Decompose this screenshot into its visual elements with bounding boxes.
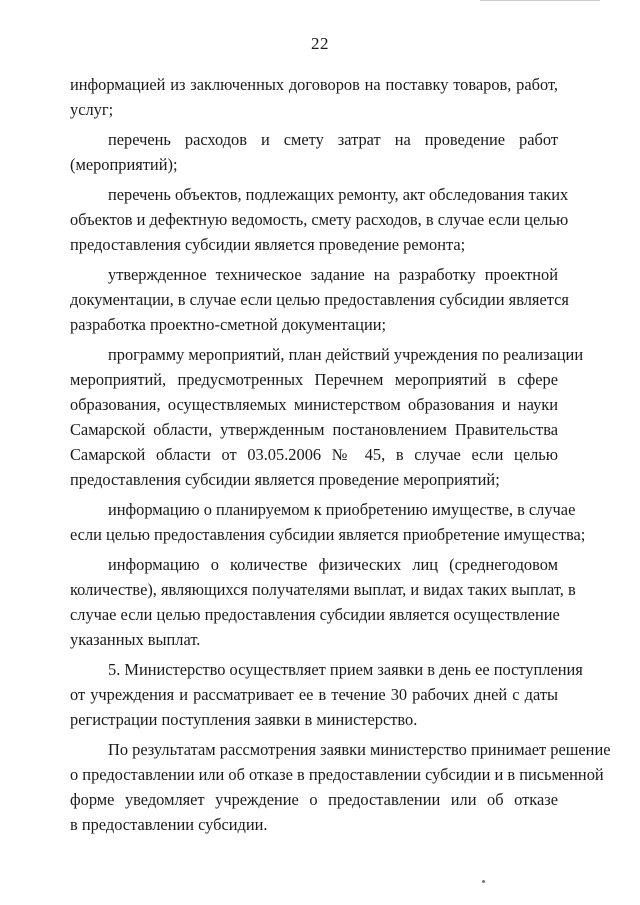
text-line: услуг; — [70, 100, 114, 119]
text-line: предоставления субсидии является проведение мероприятий; — [70, 470, 500, 489]
text-line: информацию о планируемом к приобретению имуществе, в случае — [108, 500, 576, 519]
text-line: перечень расходов и смету затрат на проведение работ — [108, 130, 558, 149]
text-line: форме уведомляет учреждение о предоставлении или об отказе — [70, 790, 558, 809]
text-line: перечень объектов, подлежащих ремонту, акт обследования таких — [108, 185, 569, 204]
text-line: в предоставлении субсидии. — [70, 815, 268, 834]
text-line: 5. Министерство осуществляет прием заявки в день ее поступления — [108, 660, 583, 679]
text-line: указанных выплат. — [70, 630, 201, 649]
scan-artifact — [482, 880, 485, 883]
text-line: количестве), являющихся получателями выплат, и видах таких выплат, в — [70, 580, 576, 599]
text-line: документации, в случае если целью предоставления субсидии является — [70, 290, 569, 309]
text-line: объектов и дефектную ведомость, смету расходов, в случае если целью — [70, 210, 569, 229]
page-number: 22 — [311, 34, 329, 53]
text-line: случае если целью предоставления субсидии является осуществление — [70, 605, 560, 624]
text-line: от учреждения и рассматривает ее в течение 30 рабочих дней с даты — [70, 685, 558, 704]
text-line: регистрации поступления заявки в министерство. — [70, 710, 418, 729]
text-line: утвержденное техническое задание на разработку проектной — [108, 265, 558, 284]
text-line: информацию о количестве физических лиц (среднегодовом — [108, 555, 558, 574]
text-line: (мероприятий); — [70, 155, 178, 174]
text-line: информацией из заключенных договоров на поставку товаров, работ, — [70, 75, 558, 94]
document-body — [70, 72, 611, 837]
text-line: если целью предоставления субсидии является приобретение имущества; — [70, 525, 586, 544]
text-line: разработка проектно-сметной документации; — [70, 315, 387, 334]
text-line: о предоставлении или об отказе в предоставлении субсидии и в письменной — [70, 765, 604, 784]
scan-edge-marks — [480, 0, 600, 4]
text-line: Самарской области, утвержденным постановлением Правительства — [70, 420, 558, 439]
text-line: По результатам рассмотрения заявки министерство принимает решение — [108, 740, 611, 759]
text-line: Самарской области от 03.05.2006 № 45, в случае если целью — [70, 445, 558, 464]
text-line: мероприятий, предусмотренных Перечнем мероприятий в сфере — [70, 370, 558, 389]
text-line: программу мероприятий, план действий учреждения по реализации — [108, 345, 584, 364]
text-line: образования, осуществляемых министерством образования и науки — [70, 395, 558, 414]
text-line: предоставления субсидии является проведение ремонта; — [70, 235, 466, 254]
